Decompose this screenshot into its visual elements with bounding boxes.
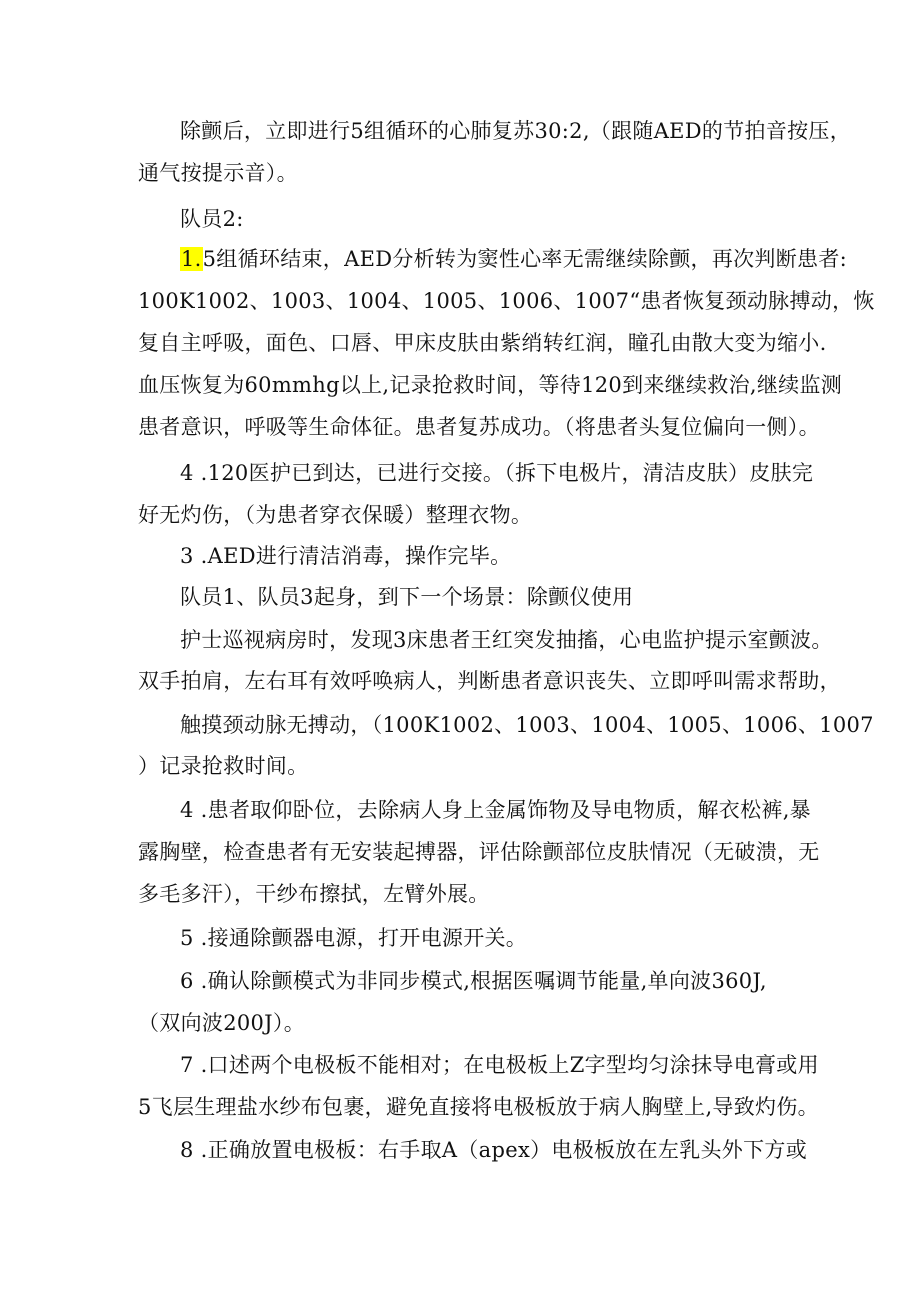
paragraph-line: 除颤后，立即进行5组循环的心肺复苏30:2,（跟随AED的节拍音按压，	[180, 119, 852, 143]
paragraph-line: 5飞层生理盐水纱布包裹，避免直接将电极板放于病人胸壁上,导致灼伤。	[138, 1095, 819, 1119]
paragraph-line: （双向波200J）。	[138, 1011, 306, 1035]
paragraph-line: ）记录抢救时间。	[138, 754, 309, 778]
paragraph-line: 8 .正确放置电极板：右手取A（apex）电极板放在左乳头外下方或	[180, 1138, 808, 1162]
paragraph-line: 双手拍肩，左右耳有效呼唤病人，判断患者意识丧失、立即呼叫需求帮助，	[138, 669, 841, 693]
section-heading: 队员2:	[180, 207, 244, 231]
paragraph-line-with-highlight	[180, 245, 847, 273]
paragraph-line: 多毛多汗），干纱布擦拭，左臂外展。	[138, 882, 490, 906]
paragraph-line: 100K1002、1003、1004、1005、1006、1007“患者恢复颈动脉搏动，恢	[138, 289, 875, 313]
paragraph-line: 4 .患者取仰卧位，去除病人身上金属饰物及导电物质，解衣松裤,暴	[180, 798, 811, 822]
paragraph-line: 4 .120医护已到达，已进行交接。（拆下电极片，清洁皮肤）皮肤完	[180, 461, 814, 485]
paragraph-text: 5组循环结束，AED分析转为窦性心率无需继续除颤，再次判断患者:	[202, 247, 848, 271]
paragraph-line: 6 .确认除颤模式为非同步模式,根据医嘱调节能量,单向波360J,	[180, 969, 767, 993]
paragraph-line: 护士巡视病房时，发现3床患者王红突发抽搐，心电监护提示室颤波。	[180, 628, 833, 652]
paragraph-line: 好无灼伤，（为患者穿衣保暖）整理衣物。	[138, 503, 533, 527]
paragraph-line: 血压恢复为60mmhg以上,记录抢救时间，等待120到来继续救治,继续监测	[138, 373, 843, 397]
paragraph-line: 露胸壁，检查患者有无安装起搏器，评估除颤部位皮肤情况（无破溃，无	[138, 840, 820, 864]
paragraph-line: 7 .口述两个电极板不能相对；在电极板上Z字型均匀涂抹导电膏或用	[180, 1053, 819, 1077]
paragraph-line: 队员1、队员3起身，到下一个场景：除颤仪使用	[180, 585, 634, 609]
paragraph-line: 通气按提示音）。	[138, 161, 298, 185]
paragraph-line: 触摸颈动脉无搏动，（100K1002、1003、1004、1005、1006、1007	[180, 713, 874, 737]
paragraph-line: 3 .AED进行清洁消毒，操作完毕。	[180, 544, 512, 568]
paragraph-line: 5 .接通除颤器电源，打开电源开关。	[180, 926, 528, 950]
paragraph-line: 患者意识，呼吸等生命体征。患者复苏成功。（将患者头复位偏向一侧）。	[138, 415, 820, 439]
paragraph-line: 复自主呼吸，面色、口唇、甲床皮肤由紫绡转红润，瞳孔由散大变为缩小.	[138, 331, 827, 355]
highlighted-number: 1.	[181, 247, 202, 271]
